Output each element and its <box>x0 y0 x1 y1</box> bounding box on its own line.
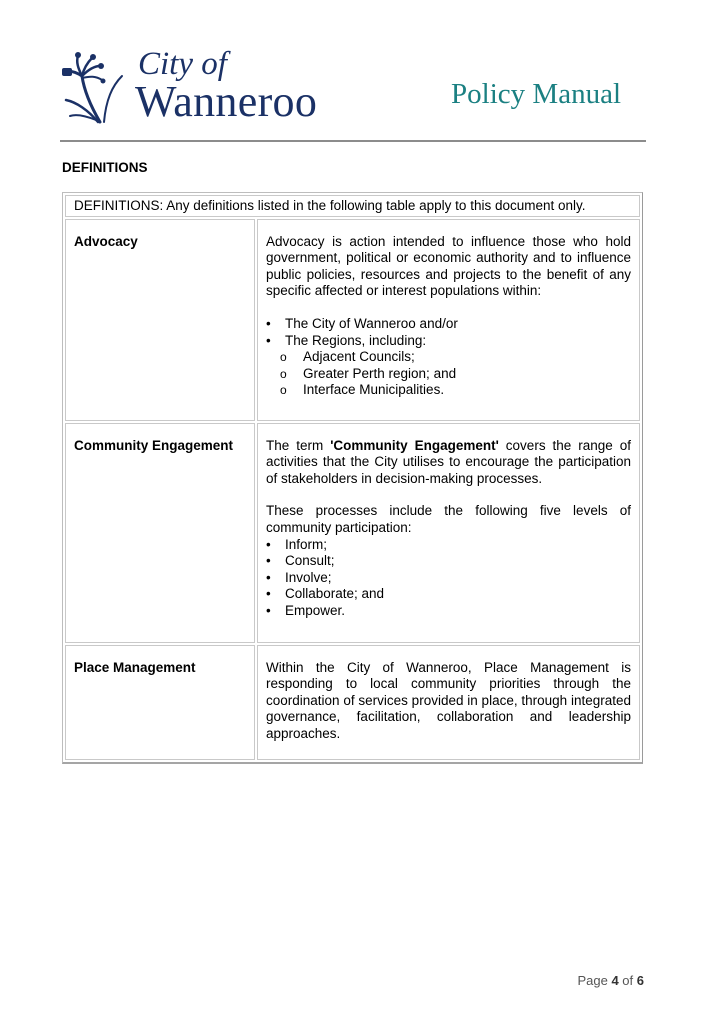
list-item: • Inform; <box>266 537 631 554</box>
paragraph-text: The term <box>266 437 331 453</box>
list-item: • Collaborate; and <box>266 586 631 603</box>
policy-manual-title: Policy Manual <box>451 78 621 110</box>
sub-bullet-list <box>266 349 631 399</box>
list-item: • The City of Wanneroo and/or <box>266 316 631 333</box>
term-cell: Advocacy <box>65 219 255 421</box>
paragraph-text: covers the range of activities that the City utilises to encourage the participation of stakeholders in decision-making processes. <box>266 437 632 486</box>
definition-paragraph: Advocacy is action intended to influence those who hold government, political or economic authority and to influence public policies, resources and projects to the benefit of any specific affected or interest populations within: <box>266 233 631 299</box>
sub-list-item: o Greater Perth region; and <box>266 366 631 383</box>
city-of-wanneroo-logo <box>60 46 330 126</box>
logo-line-wanneroo: Wanneroo <box>135 77 318 126</box>
table-intro-text: DEFINITIONS: Any definitions listed in the following table apply to this document only. <box>65 195 640 217</box>
table-row <box>65 423 640 643</box>
page-label: Page <box>577 973 612 988</box>
section-heading: DEFINITIONS <box>62 160 148 175</box>
term-cell: Place Management <box>65 645 255 760</box>
current-page: 4 <box>611 973 619 988</box>
definition-cell <box>257 645 640 760</box>
table-row <box>65 219 640 421</box>
sub-list-item: o Adjacent Councils; <box>266 349 631 366</box>
logo-line-city-of: City of <box>138 46 227 82</box>
definition-paragraph: These processes include the following five levels of community participation: <box>266 503 631 535</box>
definition-paragraph: Within the City of Wanneroo, Place Management is responding to local community priorities through the coordination of services provided in place, through integrated governance, facilitation, collaboration and leadership approaches. <box>266 659 631 741</box>
table-intro-row <box>65 195 640 217</box>
kangaroo-paw-icon <box>60 50 132 124</box>
defined-term-bold: 'Community Engagement' <box>330 437 499 453</box>
definition-paragraph <box>266 438 631 488</box>
total-pages: 6 <box>636 973 644 988</box>
list-item: • Empower. <box>266 603 631 620</box>
definition-cell <box>257 423 640 643</box>
definitions-table <box>62 192 643 764</box>
sub-list-item: o Interface Municipalities. <box>266 382 631 399</box>
table-row <box>65 645 640 760</box>
list-item: • The Regions, including: <box>266 333 631 350</box>
definition-cell <box>257 219 640 421</box>
term-cell: Community Engagement <box>65 423 255 643</box>
page-of-label: of <box>618 973 637 988</box>
list-item: • Consult; <box>266 553 631 570</box>
bullet-list <box>266 537 631 620</box>
page-number <box>577 973 644 988</box>
header-divider <box>60 140 646 142</box>
list-item: • Involve; <box>266 570 631 587</box>
bullet-list <box>266 316 631 349</box>
